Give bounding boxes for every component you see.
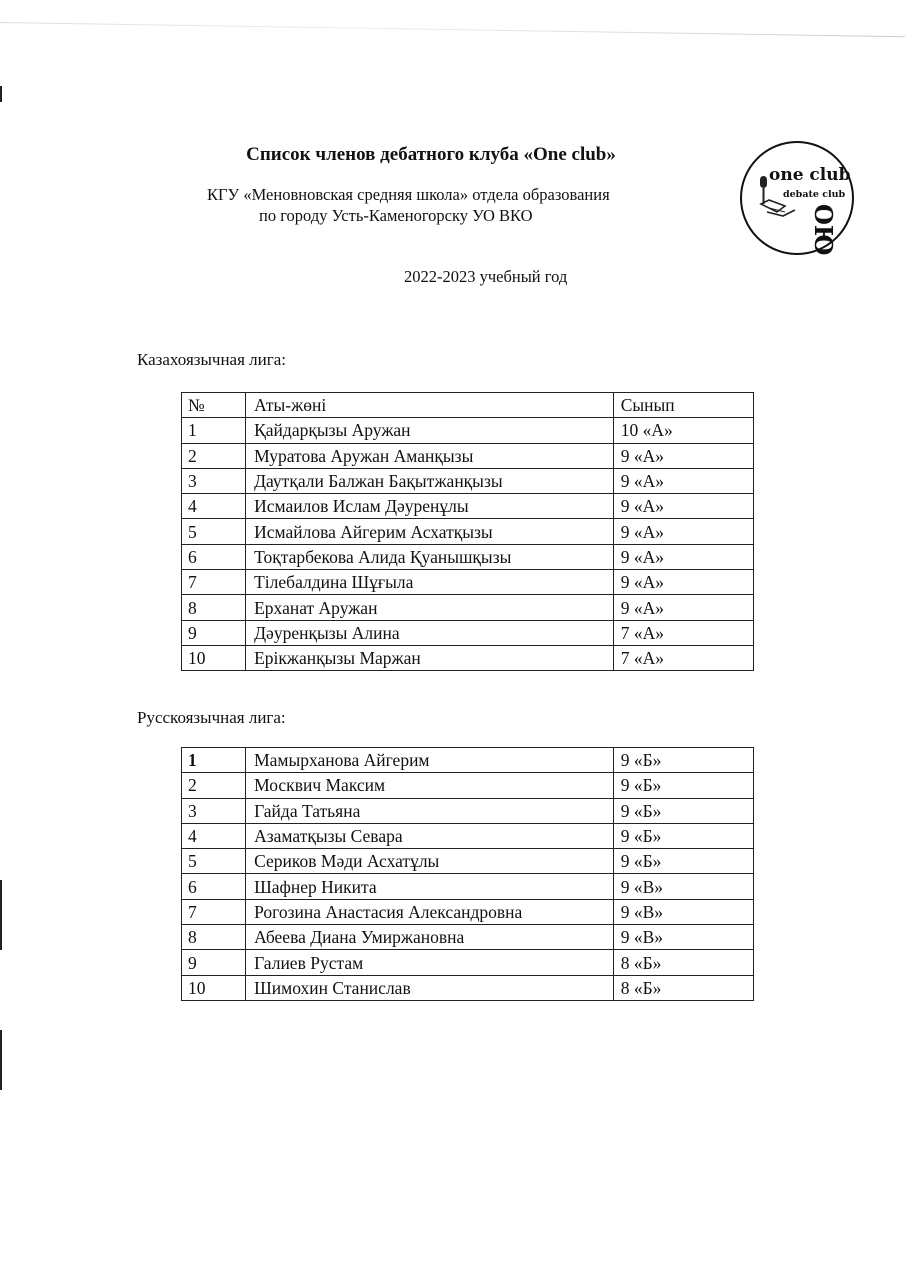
member-class: 9 «В» (613, 874, 753, 899)
table-row (182, 950, 754, 975)
table-row (182, 975, 754, 1000)
organization-line-1: КГУ «Меновновская средняя школа» отдела образования (207, 185, 610, 204)
table-row (182, 899, 754, 924)
member-name: Москвич Максим (246, 773, 614, 798)
logo-sub-text: debate club (783, 189, 846, 200)
document-title: Список членов дебатного клуба «One club» (246, 144, 616, 165)
member-class: 8 «Б» (613, 975, 753, 1000)
organization-line-2: по городу Усть-Каменогорску УО ВКО (259, 206, 533, 225)
member-class: 9 «Б» (613, 773, 753, 798)
member-class: 10 «А» (613, 418, 753, 443)
row-number: 2 (182, 773, 246, 798)
row-number: 2 (182, 443, 246, 468)
header-class: Сынып (613, 393, 753, 418)
member-class: 9 «В» (613, 899, 753, 924)
member-name: Мамырханова Айгерим (246, 748, 614, 773)
table-row (182, 443, 754, 468)
row-number: 5 (182, 849, 246, 874)
row-number: 7 (182, 899, 246, 924)
member-name: Азаматқызы Севара (246, 823, 614, 848)
member-name: Шафнер Никита (246, 874, 614, 899)
member-class: 9 «В» (613, 925, 753, 950)
logo-main-text: one club (769, 165, 851, 185)
row-number: 9 (182, 950, 246, 975)
russian-league-table (181, 747, 754, 1001)
header-number: № (182, 393, 246, 418)
member-name: Гайда Татьяна (246, 798, 614, 823)
scan-artifact-line (0, 22, 905, 37)
row-number: 9 (182, 620, 246, 645)
member-class: 9 «А» (613, 494, 753, 519)
row-number: 1 (182, 418, 246, 443)
academic-year: 2022-2023 учебный год (404, 267, 568, 286)
member-name: Рогозина Анастасия Александровна (246, 899, 614, 924)
row-number: 7 (182, 570, 246, 595)
scan-edge-mark (0, 880, 2, 950)
member-class: 9 «А» (613, 443, 753, 468)
member-class: 7 «А» (613, 620, 753, 645)
member-class: 9 «А» (613, 570, 753, 595)
table-row (182, 544, 754, 569)
row-number: 4 (182, 494, 246, 519)
member-class: 9 «А» (613, 595, 753, 620)
member-name: Тоқтарбекова Алида Қуанышқызы (246, 544, 614, 569)
table-row (182, 823, 754, 848)
member-name: Сериков Мәди Асхатұлы (246, 849, 614, 874)
member-name: Ерханат Аружан (246, 595, 614, 620)
table-row (182, 595, 754, 620)
row-number: 5 (182, 519, 246, 544)
table-row (182, 570, 754, 595)
member-class: 9 «Б» (613, 849, 753, 874)
row-number: 10 (182, 645, 246, 670)
kazakh-league-label: Казахоязычная лига: (137, 350, 286, 369)
row-number: 6 (182, 544, 246, 569)
table-row (182, 874, 754, 899)
table-row (182, 494, 754, 519)
member-class: 9 «Б» (613, 748, 753, 773)
table-row (182, 849, 754, 874)
member-name: Абеева Диана Умиржановна (246, 925, 614, 950)
member-class: 9 «Б» (613, 798, 753, 823)
table-row (182, 645, 754, 670)
member-name: Галиев Рустам (246, 950, 614, 975)
header-name: Аты-жөні (246, 393, 614, 418)
row-number: 3 (182, 798, 246, 823)
kazakh-league-table (181, 392, 754, 671)
table-row (182, 468, 754, 493)
svg-text:ОЮ: ОЮ (809, 204, 838, 256)
row-number: 8 (182, 595, 246, 620)
member-class: 7 «А» (613, 645, 753, 670)
row-number: 10 (182, 975, 246, 1000)
row-number: 8 (182, 925, 246, 950)
member-class: 9 «Б» (613, 823, 753, 848)
member-name: Исмаилов Ислам Дәуренұлы (246, 494, 614, 519)
member-name: Дәуренқызы Алина (246, 620, 614, 645)
member-name: Муратова Аружан Аманқызы (246, 443, 614, 468)
club-logo (739, 140, 855, 256)
table-row (182, 748, 754, 773)
member-name: Тілебалдина Шұғыла (246, 570, 614, 595)
table-row (182, 418, 754, 443)
member-name: Қайдарқызы Аружан (246, 418, 614, 443)
table-row (182, 519, 754, 544)
scan-edge-mark (0, 86, 2, 102)
row-number: 1 (182, 748, 246, 773)
member-name: Исмайлова Айгерим Асхатқызы (246, 519, 614, 544)
table-row (182, 773, 754, 798)
scan-edge-mark (0, 1030, 2, 1090)
member-class: 9 «А» (613, 544, 753, 569)
member-name: Шимохин Станислав (246, 975, 614, 1000)
table-row (182, 798, 754, 823)
row-number: 6 (182, 874, 246, 899)
member-name: Ерікжанқызы Маржан (246, 645, 614, 670)
table-row (182, 925, 754, 950)
table-header-row (182, 393, 754, 418)
logo-monogram (809, 204, 838, 256)
member-class: 8 «Б» (613, 950, 753, 975)
member-name: Даутқали Балжан Бақытжанқызы (246, 468, 614, 493)
row-number: 3 (182, 468, 246, 493)
row-number: 4 (182, 823, 246, 848)
member-class: 9 «А» (613, 519, 753, 544)
organization-block (207, 184, 610, 226)
member-class: 9 «А» (613, 468, 753, 493)
table-row (182, 620, 754, 645)
russian-league-label: Русскоязычная лига: (137, 708, 286, 727)
